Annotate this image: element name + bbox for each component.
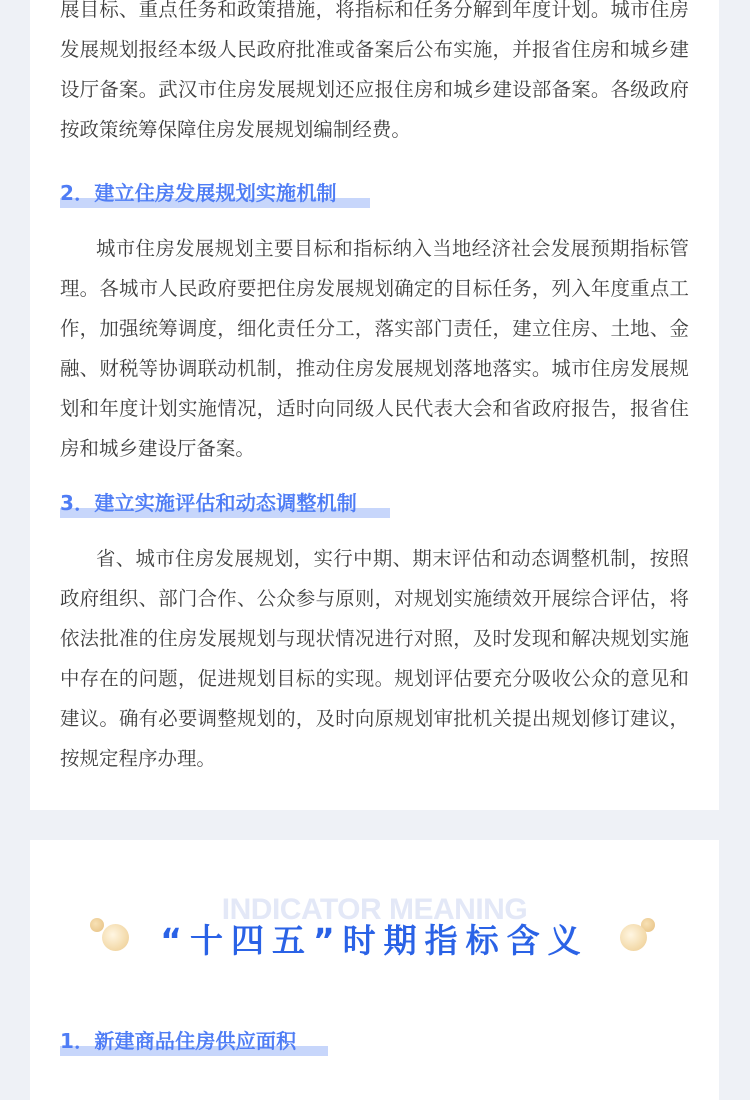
section-heading-text: 2．建立住房发展规划实施机制 bbox=[60, 181, 337, 205]
paragraph-plan-approval: 展目标、重点任务和政策措施，将指标和任务分解到年度计划。城市住房发展规划报经本级人民政府批准或备案后公布实施，并报省住房和城乡建设厅备案。武汉市住房发展规划还应报住房和城乡建设部备案。各级政府按政策统筹保障住房发展规划编制经费。 bbox=[60, 0, 689, 141]
content-card-policy bbox=[30, 0, 719, 810]
paragraph-evaluation-mechanism: 省、城市住房发展规划，实行中期、期末评估和动态调整机制，按照政府组织、部门合作、公众参与原则，对规划实施绩效开展综合评估，将依法批准的住房发展规划与现状情况进行对照，及时发现和解决规划实施中存在的问题，促进规划目标的实现。规划评估要充分吸收公众的意见和建议。确有必要调整规划的，及时向原规划审批机关提出规划修订建议，按规定程序办理。 bbox=[60, 547, 689, 770]
section-heading-text: 1．新建商品住房供应面积 bbox=[60, 1029, 297, 1053]
section-heading-text: 3．建立实施评估和动态调整机制 bbox=[60, 491, 357, 515]
banner-ghost-text: INDICATOR MEANING bbox=[221, 893, 528, 926]
section-heading-evaluation-mechanism bbox=[60, 488, 357, 518]
section-heading-implementation-mechanism bbox=[60, 178, 337, 208]
indicator-banner bbox=[30, 890, 719, 990]
content-card-indicators bbox=[30, 840, 719, 1100]
decorative-dots-right-icon bbox=[617, 918, 661, 952]
banner-title: “十四五”时期指标含义 bbox=[160, 921, 589, 960]
paragraph-implementation-mechanism: 城市住房发展规划主要目标和指标纳入当地经济社会发展预期指标管理。各城市人民政府要把住房发展规划确定的目标任务，列入年度重点工作，加强统筹调度，细化责任分工，落实部门责任，建立住房、土地、金融、财税等协调联动机制，推动住房发展规划落地落实。城市住房发展规划和年度计划实施情况，适时向同级人民代表大会和省政府报告，报省住房和城乡建设厅备案。 bbox=[60, 237, 689, 460]
section-heading-new-housing-supply bbox=[60, 1026, 296, 1056]
large-gold-dot bbox=[620, 924, 647, 951]
